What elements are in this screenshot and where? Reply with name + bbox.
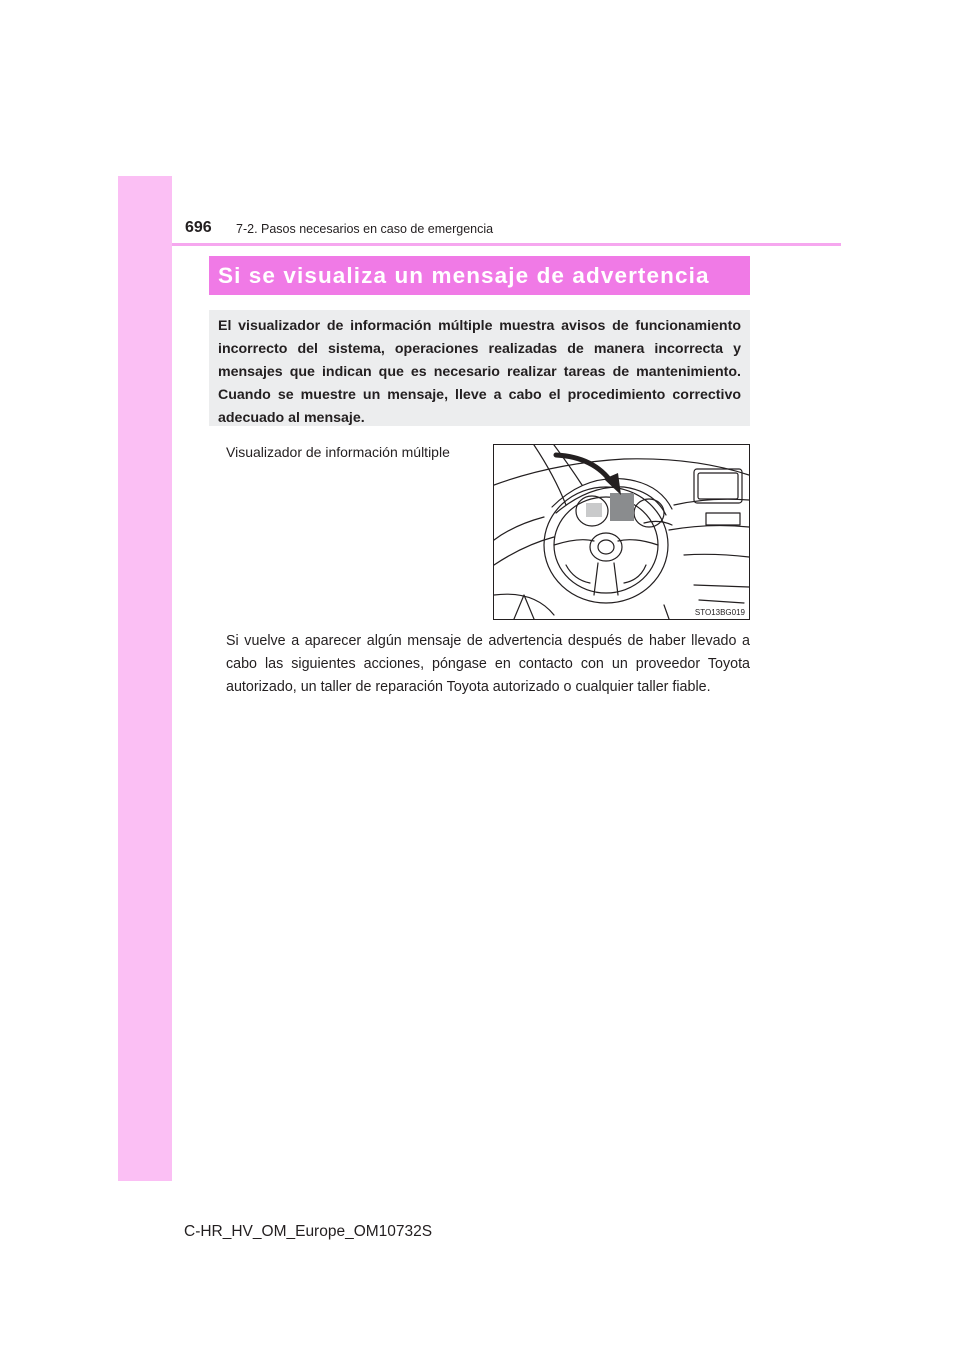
intro-text: El visualizador de información múltiple muestra avisos de funcionamiento incorrecto del sistema, operaciones realizadas de manera incorrecta y mensajes que indican que es necesario realizar tareas de mantenimiento. Cuando se muestre un mensaje, lleve a cabo el procedimiento correctivo adecuado al mensaje. [218, 318, 741, 426]
figure-code: STO13BG019 [694, 608, 745, 617]
dashboard-drawing [494, 445, 749, 619]
section-title: Si se visualiza un mensaje de advertencia [209, 256, 750, 295]
page-number: 696 [185, 219, 212, 236]
header-rule [172, 243, 841, 246]
intro-box [209, 310, 750, 426]
body-paragraph: Si vuelve a aparecer algún mensaje de advertencia después de haber llevado a cabo las siguientes acciones, póngase en contacto con un proveedor Toyota autorizado, un taller de reparación Toyota autorizado o cualquier taller fiable. [226, 633, 750, 695]
dashboard-illustration [493, 444, 750, 620]
footer-document-id: C-HR_HV_OM_Europe_OM10732S [184, 1223, 433, 1240]
chapter-side-tab [118, 176, 172, 1181]
multi-information-display-highlight [610, 493, 634, 521]
running-head: 7-2. Pasos necesarios en caso de emergencia [236, 222, 494, 236]
figure-label: Visualizador de información múltiple [226, 444, 450, 460]
